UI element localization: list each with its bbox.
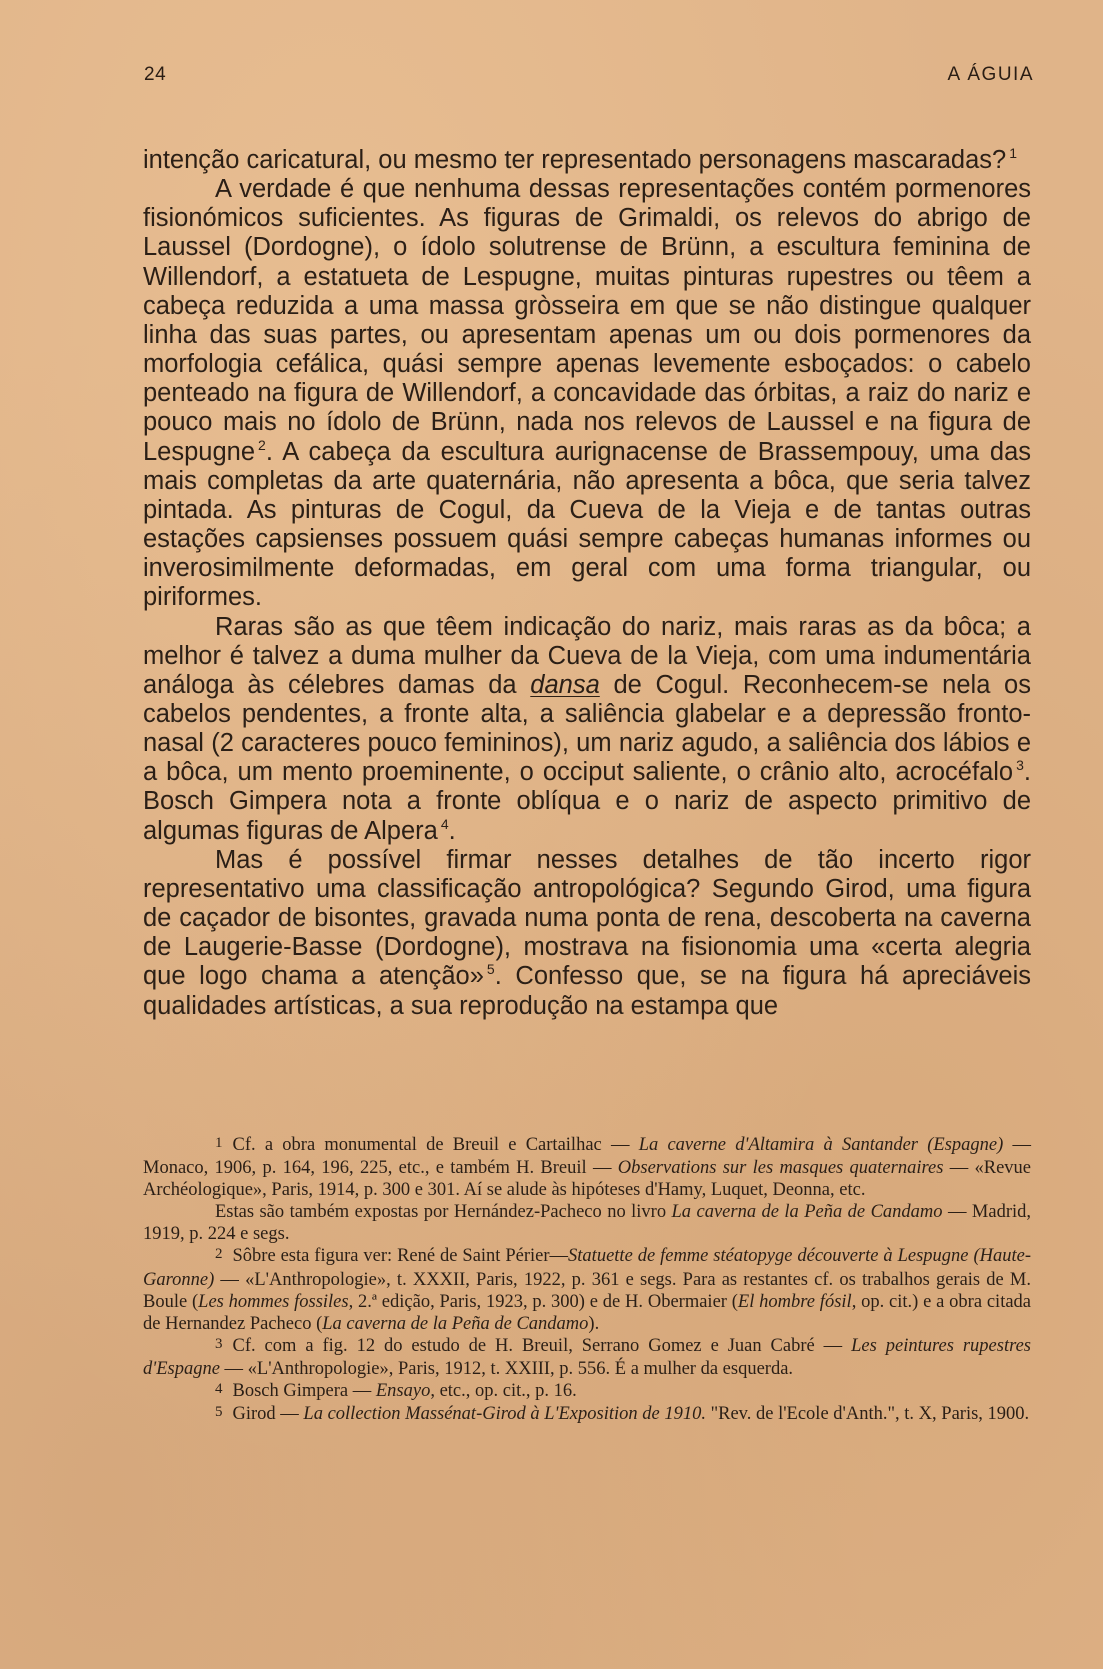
text-run: Sôbre esta figura ver: René de Saint Périer— [232,1246,569,1267]
footnote-mark: 5 [215,1404,223,1421]
footnote-ref-5: 5 [486,961,495,978]
footnote-1 [143,1134,1031,1201]
paragraph-1 [143,146,1031,175]
footnote-4 [143,1380,1031,1403]
running-head [144,64,1034,94]
text-run: A verdade é que nenhuma dessas representações contém pormenores fisionómicos suficientes. As figuras de Grimaldi, os relevos do abrigo de Laussel (Dordogne), o ídolo solutrense de Brünn, a escultura feminina de Willendorf, a estatueta de Lespugne, muitas pinturas rupestres ou têem a cabeça reduzida a uma massa gròsseira em que se não distingue qualquer linha das suas partes, ou apresentam apenas um ou dois pormenores da morfologia cefálica, quási sempre apenas levemente esboçados: o cabelo penteado na figura de Willendorf, a concavidade das órbitas, a raiz do nariz e pouco mais no ídolo de Brünn, nada nos relevos de Laussel e na figura de Lespugne [143,175,1031,466]
citation-title: Ensayo [375,1381,431,1402]
citation-title: La caverne d'Altamira à Santander (Espagne) [638,1135,1004,1155]
footnote-mark: 1 [215,1135,223,1151]
text-run: ). [588,1313,600,1334]
text-run: Estas são também expostas por Hernández-Pacheco no livro [215,1202,667,1223]
text-run: . Bosch Gimpera nota a fronte oblíqua e o nariz de aspecto primitivo de algumas figuras de Alpera [143,758,1031,845]
citation-title: Observations sur les masques quaternaires [617,1158,944,1179]
footnote-mark: 2 [215,1246,223,1263]
footnote-5 [143,1403,1031,1426]
citation-title: La collection Massénat-Girod à L'Exposition de 1910. [303,1404,706,1425]
paragraph-3 [143,613,1031,846]
paragraph-4 [143,846,1031,1021]
text-run: Bosch Gimpera — [232,1381,372,1402]
text-run: , op. cit.) e a obra citada de Hernandez Pacheco ( [143,1291,1032,1334]
text-run: "Rev. de l'Ecole d'Anth.", t. X, Paris, 1900. [710,1404,1030,1425]
footnote-ref-1: 1 [1009,145,1018,161]
text-run: , 2.ª edição, Paris, 1923, p. 300) e de H. Obermaier ( [348,1291,738,1312]
footnote-ref-2: 2 [258,436,266,453]
citation-title: Les hommes fossiles [198,1291,349,1312]
text-run: Mas é possível firmar nesses detalhes de tão incerto rigor representativo uma classificação antropológica? Segundo Girod, uma figura de caçador de bisontes, gravada numa ponta de rena, descoberta na caverna de Laugerie-Basse (Dordogne), mostrava na fisionomia uma «certa alegria que logo chama a atenção» [143,845,1031,991]
citation-title: La caverna de la Peña de Candamo [671,1202,943,1223]
page-number: 24 [144,64,167,85]
body-text [143,146,1031,1021]
text-run: . [448,816,456,845]
footnote-2 [143,1245,1031,1334]
text-run: de Cogul. Reconhecem-se nela os cabelos pendentes, a fronte alta, a saliência glabelar e a depressão fronto-nasal (2 caracteres pouco femininos), um nariz agudo, a saliência dos lábios e a bôca, um mento proeminente, o occiput saliente, o crânio alto, acrocéfalo [143,670,1031,787]
citation-title: El hombre fósil [737,1291,852,1312]
text-run: intenção caricatural, ou mesmo ter representado personagens mascaradas? [143,146,1007,174]
text-run: — «L'Anthropologie», Paris, 1912, t. XXIII, p. 556. É a mulher da esquerda. [224,1358,794,1379]
text-run: . Confesso que, se na figura há apreciáveis qualidades artísticas, a sua reprodução na estampa que [143,962,1031,1020]
journal-title: A ÁGUIA [947,64,1034,85]
footnote-mark: 3 [215,1335,223,1352]
footnote-mark: 4 [215,1381,223,1398]
footnote-3 [143,1335,1031,1380]
footnote-ref-4: 4 [440,815,449,832]
citation-title: Statuette de femme stéatopyge découverte à Lespugne (Haute-Garonne) [143,1246,1031,1290]
text-run: Cf. com a fig. 12 do estudo de H. Breuil, Serrano Gomez e Juan Cabré — [232,1335,843,1356]
emphasis-dansa: dansa [530,670,600,699]
text-run: — «Revue Archéologique», Paris, 1914, p. 300 e 301. Aí se alude às hipóteses d'Hamy, Luquet, Deonna, etc. [143,1158,1031,1201]
text-run: , etc., op. cit., p. 16. [430,1381,577,1402]
text-run: — «L'Anthropologie», t. XXXII, Paris, 1922, p. 361 e segs. Para as restantes cf. os trabalhos gerais de M. Boule ( [143,1269,1031,1312]
footnote-ref-3: 3 [1016,757,1024,774]
text-run: . A cabeça da escultura aurignacense de Brassempouy, uma das mais completas da arte quaternária, não apresenta a bôca, que seria talvez pintada. As pinturas de Cogul, da Cueva de la Vieja e de tantas outras estações capsienses possuem quási sempre cabeças humanas informes ou inverosimilmente deformadas, em geral com uma forma triangular, ou piriformes. [143,437,1031,612]
text-run: Girod — [232,1404,299,1425]
paragraph-2 [143,175,1031,612]
text-run: Cf. a obra monumental de Breuil e Cartailhac — [232,1135,630,1155]
text-run: — Madrid, 1919, p. 224 e segs. [143,1202,1031,1245]
footnotes [143,1134,1031,1426]
citation-title: Les peintures rupestres d'Espagne [143,1335,1032,1379]
text-run: Raras são as que têem indicação do nariz, mais raras as da bôca; a melhor é talvez a duma mulher da Cueva de la Vieja, com uma indumentária análoga às célebres damas da [143,612,1031,699]
citation-title: La caverna de la Peña de Candamo [322,1313,589,1334]
footnote-1-continued [143,1201,1031,1245]
text-run: — Monaco, 1906, p. 164, 196, 225, etc., e também H. Breuil — [143,1135,1031,1179]
